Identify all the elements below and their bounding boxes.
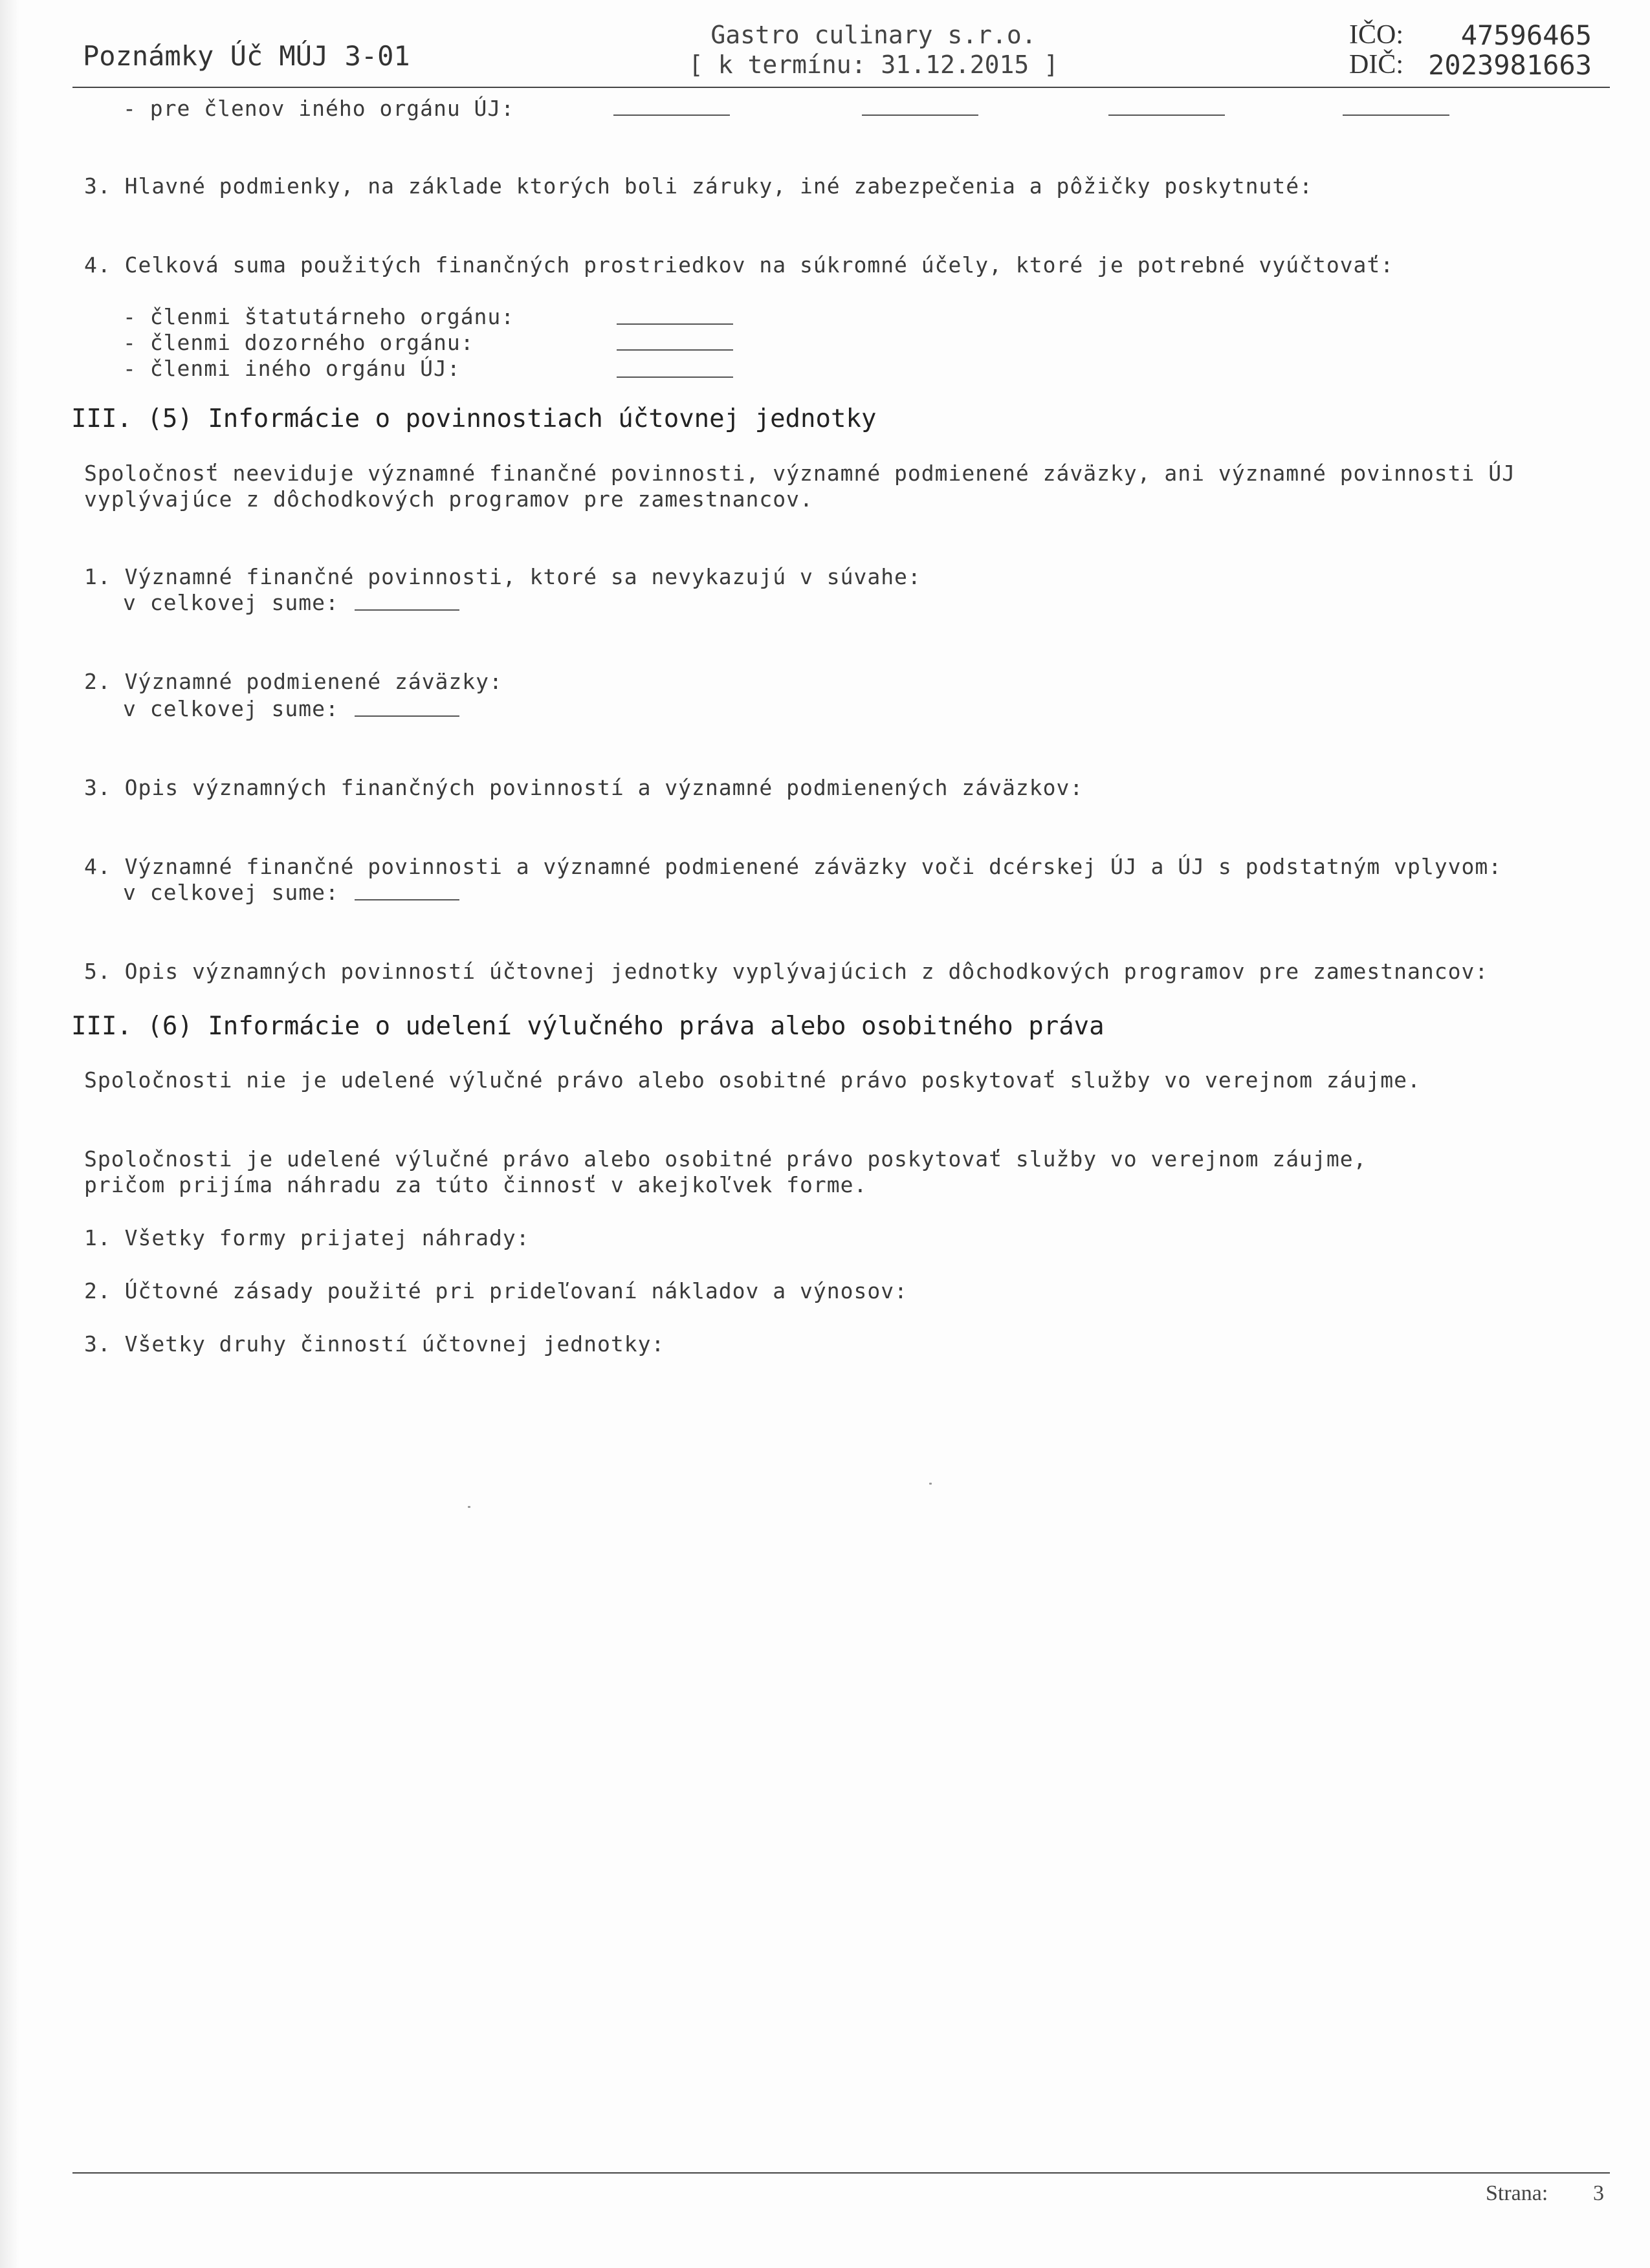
blank-field	[613, 114, 730, 116]
blank-field	[1108, 114, 1225, 116]
exclusive-right-statement-line2: pričom prijíma náhradu za túto činnosť v akejkoľvek forme.	[84, 1172, 868, 1197]
compensation-forms-item: 1. Všetky formy prijatej náhrady:	[84, 1225, 530, 1250]
subsidiary-obligations-item: 4. Významné finančné povinnosti a významné podmienené záväzky voči dcérskej ÚJ a ÚJ s podstatným vplyvom:	[84, 854, 1502, 879]
obligations-description-item: 3. Opis významných finančných povinností a významné podmienených záväzkov:	[84, 775, 1084, 800]
pension-obligations-item: 5. Opis významných povinností účtovnej jednotky vyplývajúcich z dôchodkových programov pre zamestnancov:	[84, 959, 1489, 984]
blank-field	[617, 349, 733, 351]
blank-field	[355, 715, 459, 717]
dic-label: DIČ:	[1349, 50, 1403, 80]
blank-field	[1343, 114, 1449, 116]
obligations-statement-line2: vyplývajúce z dôchodkových programov pre zamestnancov.	[84, 486, 813, 512]
private-funds-item: 4. Celková suma použitých finančných prostriedkov na súkromné účely, ktoré je potrebné vyúčtovať:	[84, 252, 1394, 278]
no-exclusive-right-statement: Spoločnosti nie je udelené výlučné právo alebo osobitné právo poskytovať služby vo verejnom záujme.	[84, 1067, 1421, 1093]
blank-field	[355, 899, 459, 900]
section-heading-exclusive-rights: III. (6) Informácie o udelení výlučného práva alebo osobitného práva	[71, 1012, 1105, 1041]
other-body-members-label: - pre členov iného orgánu ÚJ:	[123, 96, 515, 121]
page-number: 3	[1593, 2181, 1604, 2205]
total-sum-label: v celkovej sume:	[123, 880, 339, 905]
page-label: Strana:	[1486, 2181, 1548, 2205]
ico-label: IČO:	[1349, 20, 1403, 50]
guarantee-conditions-item: 3. Hlavné podmienky, na základe ktorých boli záruky, iné zabezpečenia a pôžičky poskytnuté:	[84, 173, 1313, 199]
exclusive-right-statement-line1: Spoločnosti je udelené výlučné právo alebo osobitné právo poskytovať služby vo verejnom záujme,	[84, 1146, 1367, 1172]
company-name: Gastro culinary s.r.o.	[710, 21, 1037, 49]
accounting-principles-item: 2. Účtovné zásady použité pri prideľovaní nákladov a výnosov:	[84, 1278, 908, 1303]
total-sum-label: v celkovej sume:	[123, 590, 339, 615]
report-period: [ k termínu: 31.12.2015 ]	[688, 50, 1059, 79]
ico-value: 47596465	[1460, 19, 1592, 51]
scan-edge-shadow	[0, 0, 19, 2268]
footer-rule	[72, 2172, 1610, 2174]
blank-field	[355, 609, 459, 611]
contingent-liabilities-item: 2. Významné podmienené záväzky:	[84, 669, 503, 694]
scan-speck	[929, 1483, 932, 1485]
blank-field	[617, 376, 733, 378]
other-body-label: - členmi iného orgánu ÚJ:	[123, 356, 461, 381]
document-title: Poznámky Úč MÚJ 3-01	[83, 40, 410, 72]
total-sum-label: v celkovej sume:	[123, 696, 339, 721]
obligations-statement-line1: Spoločnosť neeviduje významné finančné povinnosti, významné podmienené záväzky, ani významné povinnosti ÚJ	[84, 461, 1515, 486]
dic-value: 2023981663	[1428, 49, 1592, 81]
financial-obligations-item: 1. Významné finančné povinnosti, ktoré sa nevykazujú v súvahe:	[84, 564, 921, 589]
blank-field	[617, 323, 733, 325]
header-rule	[72, 87, 1610, 88]
statutory-body-label: - členmi štatutárneho orgánu:	[123, 304, 515, 329]
activity-types-item: 3. Všetky druhy činností účtovnej jednotky:	[84, 1331, 665, 1357]
scan-speck	[468, 1506, 470, 1508]
blank-field	[862, 114, 978, 116]
section-heading-obligations: III. (5) Informácie o povinnostiach účtovnej jednotky	[71, 404, 877, 433]
supervisory-body-label: - členmi dozorného orgánu:	[123, 330, 474, 355]
